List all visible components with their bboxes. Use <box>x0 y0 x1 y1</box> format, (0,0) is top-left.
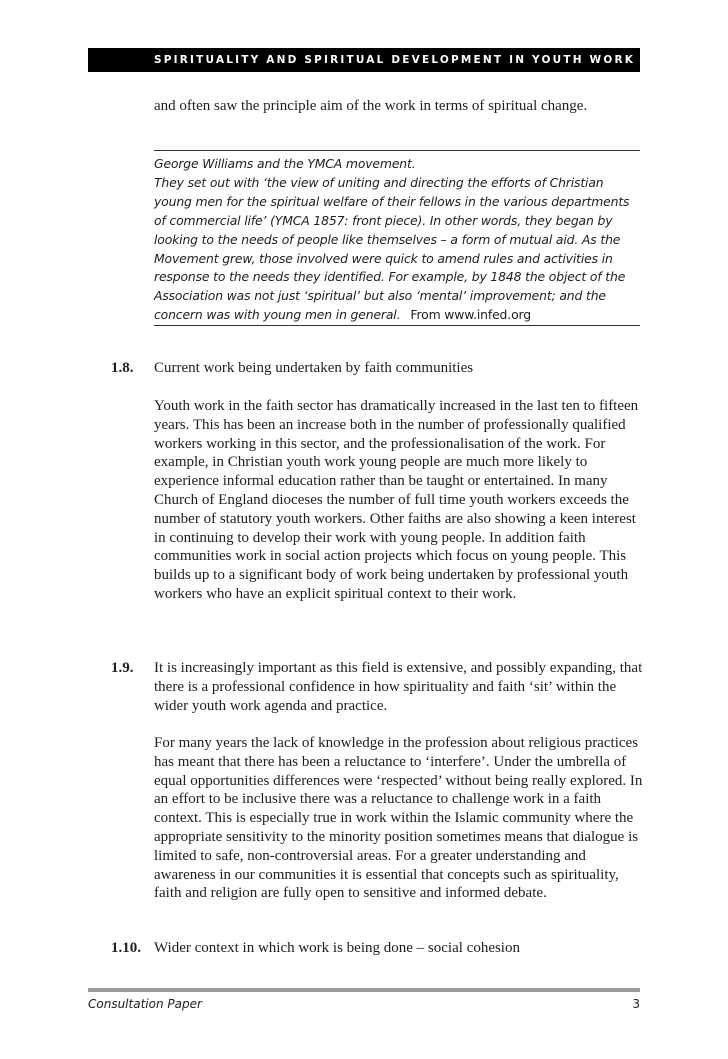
section-number: 1.8. <box>111 360 134 376</box>
section-title: Current work being undertaken by faith communities <box>154 360 474 376</box>
quote-heading: George Williams and the YMCA movement. <box>154 156 416 171</box>
section-paragraph: Youth work in the faith sector has dramatically increased in the last ten to fifteen years. This has been an increase both in the number of professionally qualified workers working in this sector, and the professionalisation of the work. For example, in Christian youth work young people are much more likely to experience informal education rather than be taught or entertained. In many Church of England dioceses the number of full time youth workers exceeds the number of statutory youth workers. Other faiths are also showing a keen interest in continuing to develop their work with young people. In addition faith communities work in social action projects which focus on young people. This builds up to a significant body of work being undertaken by professional youth workers who have an explicit spiritual context to their work. <box>154 398 639 602</box>
footer-rule <box>88 988 640 992</box>
section-title: It is increasingly important as this field is extensive, and possibly expanding, that there is a professional confidence in how spirituality and faith ‘sit’ within the wider youth work agenda and practice. <box>154 660 643 714</box>
running-header: SPIRITUALITY AND SPIRITUAL DEVELOPMENT IN YOUTH WORK <box>88 48 640 72</box>
page-number: 3 <box>632 997 640 1011</box>
quote-body-text: They set out with ‘the view of uniting and directing the efforts of Christian young men for the spiritual welfare of their fellows in the various departments of commercial life’ (YMCA 1857: front piece). In other words, they began by looking to the needs of people like themselves – a form of mutual aid. As the Movement grew, those involved were quick to amend rules and activities in response to the needs they identified. For example, by 1848 the object of the Association was not just ‘spiritual’ but also ‘mental’ improvement; and the concern was with young men in general. <box>154 174 630 323</box>
section-paragraph: For many years the lack of knowledge in the profession about religious practices has meant that there has been a reluctance to ‘interfere’. Under the umbrella of equal opportunities differences were ‘respected’ without being really explored. In an effort to be inclusive there was a reluctance to challenge work in a faith context. This is especially true in work within the Islamic community where the appropriate sensitivity to the minority position sometimes means that dialogue is limited to safe, non-controversial areas. For a greater understanding and awareness in our communities it is essential that concepts such as spirituality, faith and religion are fully open to sensitive and informed debate. <box>154 735 643 902</box>
footer-document-title: Consultation Paper <box>88 997 202 1011</box>
intro-line: and often saw the principle aim of the work in terms of spiritual change. <box>154 98 588 114</box>
section-number: 1.10. <box>111 940 141 956</box>
section-title: Wider context in which work is being done – social cohesion <box>154 940 520 956</box>
quote-body <box>154 174 640 325</box>
section-number: 1.9. <box>111 660 134 676</box>
quote-source: From www.infed.org <box>410 307 531 323</box>
quote-box <box>154 150 640 326</box>
